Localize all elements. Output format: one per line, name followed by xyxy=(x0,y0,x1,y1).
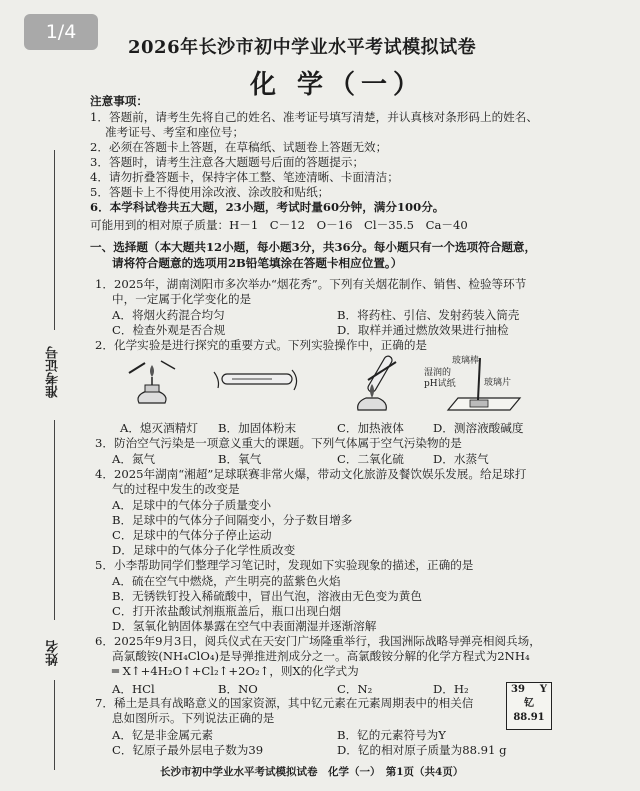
q5-option-c[interactable]: C．打开浓盐酸试剂瓶瓶盖后，瓶口出现白烟 xyxy=(112,604,342,618)
q5-option-a[interactable]: A．硫在空气中燃烧，产生明亮的蓝紫色火焰 xyxy=(112,574,341,588)
q6-stem: ═ X↑+4H₂O↑+Cl₂↑+2O₂↑，则X的化学式为 xyxy=(112,664,359,678)
element-symbol: Y xyxy=(539,684,547,695)
q6-option-b[interactable]: B．NO xyxy=(218,682,258,696)
q2-stem: 2．化学实验是进行探究的重要方式。下列实验操作中，正确的是 xyxy=(95,338,428,352)
q3-option-a[interactable]: A．氮气 xyxy=(112,452,156,466)
element-atomic-number: 39 xyxy=(511,684,525,695)
q1-option-b[interactable]: B．将药柱、引信、发射药装入筒壳 xyxy=(337,308,520,322)
q6-stem: 6．2025年9月3日，阅兵仪式在天安门广场隆重举行，我国洲际战略导弹亮相阅兵场， xyxy=(95,634,541,648)
q3-option-c[interactable]: C．二氧化硫 xyxy=(337,452,404,466)
notice-item: 3．答题时，请考生注意各大题题号后面的答题提示； xyxy=(90,155,365,169)
q4-stem: 4．2025年湖南“湘超”足球联赛非常火爆，带动文化旅游及餐饮娱乐发展。给足球打 xyxy=(95,467,527,481)
q4-option-d[interactable]: D．足球中的气体分子化学性质改变 xyxy=(112,543,296,557)
fig-d-label: 玻璃棒 xyxy=(452,356,480,366)
q2-option-d[interactable]: D．测溶液酸碱度 xyxy=(433,421,524,435)
q7-option-b[interactable]: B．钇的元素符号为Y xyxy=(337,728,446,742)
notice-item: 准考证号、考室和座位号； xyxy=(105,125,245,139)
element-name: 钇 xyxy=(524,698,534,709)
notice-item: 4．请勿折叠答题卡，保持字体工整、笔迹清晰、卡面清洁； xyxy=(90,170,399,184)
q6-option-c[interactable]: C．N₂ xyxy=(337,682,373,696)
exam-number-line xyxy=(54,150,55,330)
q3-option-d[interactable]: D．水蒸气 xyxy=(433,452,489,466)
q5-stem: 5．小李帮助同学们整理学习笔记时，发现如下实验现象的描述，正确的是 xyxy=(95,558,474,572)
q2-option-b[interactable]: B．加固体粉末 xyxy=(218,421,297,435)
exam-number-label: 准考证号 xyxy=(46,346,61,398)
q2-option-c[interactable]: C．加热液体 xyxy=(337,421,404,435)
atomic-mass-line: 可能用到的相对原子质量：H－1 C－12 O－16 Cl－35.5 Ca－40 xyxy=(90,218,468,232)
subject-title: 化 学（一） xyxy=(250,70,426,100)
element-mass: 88.91 xyxy=(513,712,545,723)
notice-item: 1．答题前，请考生先将自己的姓名、准考证号填写清楚，并认真核对条形码上的姓名、 xyxy=(90,110,538,124)
q4-stem: 气的过程中发生的改变是 xyxy=(112,482,240,496)
page-footer: 长沙市初中学业水平考试模拟试卷 化学（一） 第1页（共4页） xyxy=(160,766,464,778)
fig-alcohol-lamp xyxy=(125,355,180,415)
fig-d-label: 湿润的 xyxy=(424,368,452,378)
section1-line1: 一、选择题（本大题共12小题，每小题3分，共36分。每小题只有一个选项符合题意， xyxy=(90,240,537,254)
section1-line2: 请将符合题意的选项用2B铅笔填涂在答题卡相应位置。） xyxy=(112,256,403,270)
q5-option-d[interactable]: D．氢氧化钠固体暴露在空气中表面潮湿并逐渐溶解 xyxy=(112,619,377,633)
notice-item: 5．答题卡上不得使用涂改液、涂改胶和贴纸； xyxy=(90,185,330,199)
q7-stem: 息如图所示。下列说法正确的是 xyxy=(112,711,275,725)
q6-option-a[interactable]: A．HCl xyxy=(112,682,155,696)
q4-option-a[interactable]: A．足球中的气体分子质量变小 xyxy=(112,498,272,512)
q7-option-c[interactable]: C．钇原子最外层电子数为39 xyxy=(112,743,264,757)
element-card-yttrium xyxy=(506,682,552,730)
q6-option-d[interactable]: D．H₂ xyxy=(433,682,469,696)
page-counter-badge[interactable]: 1/4 xyxy=(24,14,98,50)
q3-stem: 3．防治空气污染是一项意义重大的课题。下列气体属于空气污染物的是 xyxy=(95,436,462,450)
q1-option-c[interactable]: C．检查外观是否合规 xyxy=(112,323,226,337)
q7-option-d[interactable]: D．钇的相对原子质量为88.91 g xyxy=(337,743,507,757)
q5-option-b[interactable]: B．无锈铁钉投入稀硫酸中，冒出气泡，溶液由无色变为黄色 xyxy=(112,589,422,603)
name-label: 姓名 xyxy=(46,640,61,666)
fig-d-label: pH试纸 xyxy=(424,379,456,389)
fig-heating-liquid xyxy=(348,352,418,417)
q6-stem: 高氯酸铵(NH₄ClO₄)是导弹推进剂成分之一。高氯酸铵分解的化学方程式为2NH₄ xyxy=(112,649,530,663)
q1-stem: 1．2025年，湖南浏阳市多次举办“烟花秀”。下列有关烟花制作、销售、检验等环节 xyxy=(95,277,527,291)
exam-title: 2026年长沙市初中学业水平考试模拟试卷 xyxy=(128,37,477,58)
name-line xyxy=(54,680,55,770)
q4-option-c[interactable]: C．足球中的气体分子停止运动 xyxy=(112,528,272,542)
q1-stem: 中，一定属于化学变化的是 xyxy=(112,292,252,306)
q1-option-d[interactable]: D．取样并通过燃放效果进行抽检 xyxy=(337,323,509,337)
fig-test-tube-powder xyxy=(212,360,302,400)
q4-option-b[interactable]: B．足球中的气体分子间隔变小，分子数目增多 xyxy=(112,513,353,527)
notice-heading: 注意事项： xyxy=(90,94,148,108)
notice-item: 6．本学科试卷共五大题，23小题，考试时量60分钟，满分100分。 xyxy=(90,200,445,214)
fig-d-label: 玻璃片 xyxy=(484,378,512,388)
q7-stem: 7．稀土是具有战略意义的国家资源，其中钇元素在元素周期表中的相关信 xyxy=(95,696,474,710)
q1-option-a[interactable]: A．将烟火药混合均匀 xyxy=(112,308,225,322)
seat-line xyxy=(54,420,55,620)
q3-option-b[interactable]: B．氧气 xyxy=(218,452,262,466)
notice-item: 2．必须在答题卡上答题，在草稿纸、试题卷上答题无效； xyxy=(90,140,388,154)
q2-option-a[interactable]: A．熄灭酒精灯 xyxy=(120,421,198,435)
q7-option-a[interactable]: A．钇是非金属元素 xyxy=(112,728,214,742)
